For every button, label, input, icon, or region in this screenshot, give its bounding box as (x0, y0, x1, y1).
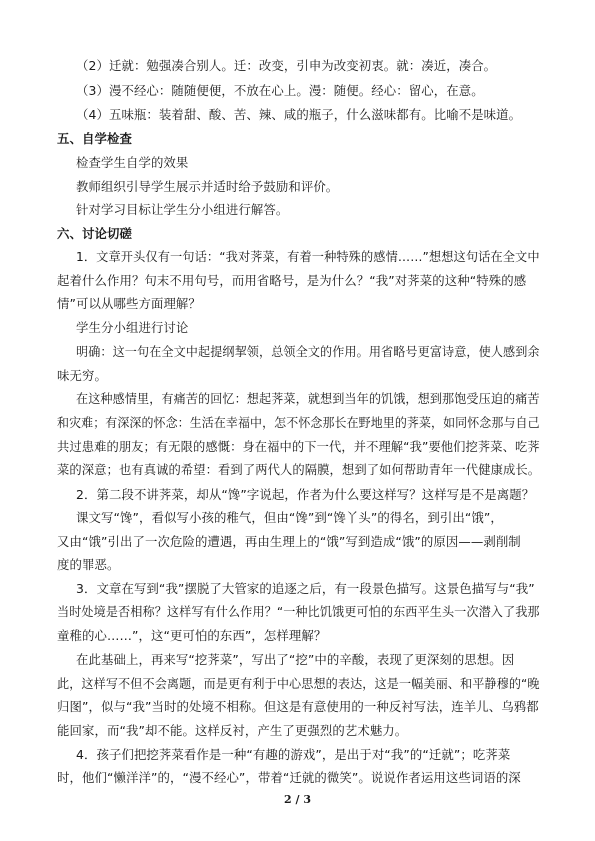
answer-3-line-3: 归图”，似与“我”当时的处境不相称。但这是有意使用的一种反衬写法，连羊儿、乌鸦都 (57, 699, 539, 715)
answer-2-line-1: 课文写“馋”，看似写小孩的稚气，但由“馋”到“馋丫头”的得名，到引出“饿”， (76, 510, 503, 526)
paragraph-line-17: 共过患难的朋友；有无限的感慨：身在福中的下一代，并不理解“我”要他们挖荠菜、吃荠 (57, 438, 540, 454)
question-3-line-3: 童稚的心……”，这“更可怕的东西”，怎样理解？ (57, 627, 327, 643)
answer-3-line-2: 此，这样写不但不会离题，而是更有利于中心思想的表达，这是一幅美丽、和平静穆的“晚 (57, 675, 540, 691)
paragraph-line-18: 菜的深意；也有真诚的希望：看到了两代人的隔膜，想到了如何帮助青年一代健康成长。 (57, 462, 541, 477)
paragraph-line-15: 在这种感情里，有痛苦的回忆：想起荠菜，就想到当年的饥饿，想到那饱受压迫的痛苦 (76, 391, 540, 407)
text-line-2: （3）漫不经心：随随便便，不放在心上。漫：随便。经心：留心，在意。 (76, 82, 484, 98)
question-4-line-2: 时，他们“懒洋洋”的，“漫不经心”，带着“迁就的微笑”。说说作者运用这些词语的深 (57, 770, 521, 785)
paragraph-line-16: 和灾难；有深深的怀念：生活在幸福中，怎不怀念那长在野地里的荠菜，如同怀念那与自己 (57, 414, 540, 430)
text-line-6: 教师组织引导学生展示并适时给予鼓励和评价。 (76, 178, 339, 194)
answer-3-line-1: 在此基础上，再来写“挖荠菜”，写出了“挖”中的辛酸，表现了更深刻的思想。因 (76, 652, 515, 668)
answer-1-line-1: 明确：这一句在全文中起提纲挈领，总领全文的作用。用省略号更富诗意，使人感到余 (76, 344, 540, 360)
text-line-12: 学生分小组进行讨论 (76, 319, 189, 335)
question-1-line-1: 1．文章开头仅有一句话：“我对荠菜，有着一种特殊的感情……”想想这句话在全文中 (76, 249, 540, 265)
answer-3-line-4: 能回家，而“我”却不能。这样反衬，产生了更强烈的艺术魅力。 (57, 722, 408, 738)
question-4-line-1: 4．孩子们把挖荠菜看作是一种“有趣的游戏”，是出于对“我”的“迁就”；吃荠菜 (76, 746, 511, 762)
answer-1-line-2: 味无穷。 (57, 367, 107, 383)
text-line-7: 针对学习目标让学生分小组进行解答。 (76, 202, 289, 218)
text-line-3: （4）五味瓶：装着甜、酸、苦、辣、咸的瓶子，什么滋味都有。比喻不是味道。 (76, 107, 522, 122)
text-line-5: 检查学生自学的效果 (76, 155, 189, 170)
page-number: 2 / 3 (284, 793, 311, 806)
text-line-1: （2）迁就：勉强凑合别人。迁：改变，引申为改变初衷。就：凑近，凑合。 (76, 58, 497, 73)
question-1-line-2: 起着什么作用？句末不用句号，而用省略号，是为什么？“我”对荠菜的这种“特殊的感 (57, 272, 527, 288)
question-1-line-3: 情”可以从哪些方面理解？ (57, 296, 201, 312)
answer-2-line-3: 度的罪恶。 (57, 557, 120, 573)
section-heading-5: 五、自学检查 (57, 130, 132, 146)
question-2: 2．第二段不讲荠菜，却从“馋”字说起，作者为什么要这样写？这样写是不是离题？ (76, 486, 535, 502)
answer-2-line-2: 又由“饿”引出了一次危险的遭遇，再由生理上的“饿”写到造成“饿”的原因——剥削制 (57, 533, 521, 549)
question-3-line-1: 3．文章在写到“我”摆脱了大管家的追逐之后，有一段景色描写。这景色描写与“我” (76, 580, 535, 596)
section-heading-6: 六、讨论切磋 (57, 225, 132, 241)
question-3-line-2: 当时处境是否相称？这样写有什么作用？“一种比饥饿更可怕的东西平生头一次潜入了我那 (57, 604, 540, 620)
